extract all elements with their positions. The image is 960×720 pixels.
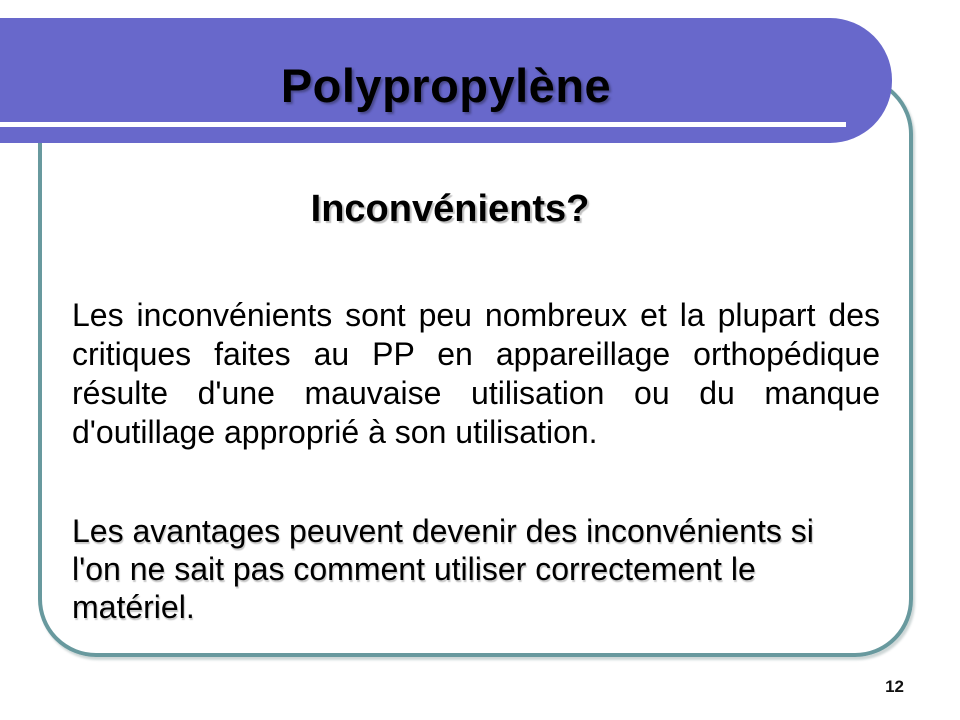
body-paragraph-1 <box>72 296 880 452</box>
paragraph-line: Les avantages peuvent devenir des inconvénients si <box>72 513 814 549</box>
slide-title: Polypropylène <box>280 59 612 112</box>
paragraph-line: l'on ne sait pas comment utiliser correctement le <box>72 551 756 587</box>
paragraph-line: Les inconvénients sont peu nombreux et la plupart des <box>72 297 880 333</box>
paragraph-line: d'outillage approprié à son utilisation. <box>72 414 598 450</box>
section-heading: Inconvénients? <box>310 188 590 230</box>
paragraph-line: matériel. <box>72 589 195 625</box>
banner-divider-line <box>0 122 846 127</box>
paragraph-line: critiques faites au PP en appareillage orthopédique <box>72 336 880 372</box>
body-paragraph-2 <box>72 512 892 626</box>
paragraph-line: résulte d'une mauvaise utilisation ou du manque <box>72 375 880 411</box>
slide-page-number: 12 <box>885 677 904 696</box>
